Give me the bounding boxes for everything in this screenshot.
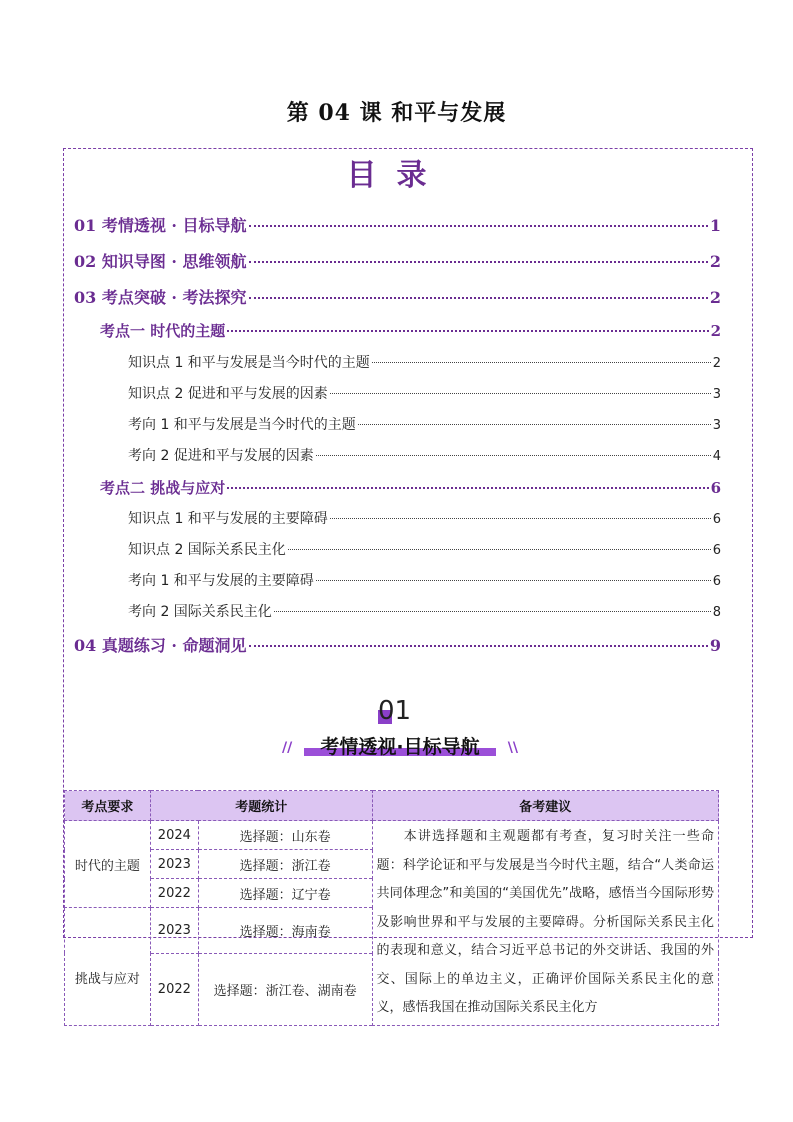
toc-leader — [249, 261, 708, 263]
section-title: 考情透视·目标导航 — [320, 736, 480, 758]
toc-entry[interactable]: 知识点 2 促进和平与发展的因素 3 — [128, 386, 721, 402]
toc-leader — [330, 518, 711, 519]
toc-entry[interactable]: 知识点 2 国际关系民主化 6 — [128, 542, 721, 558]
toc-entry[interactable]: 03 考点突破 · 考法探究 2 — [74, 288, 721, 307]
toc-leader — [249, 645, 708, 647]
toc-heading: 目录 — [346, 158, 447, 193]
toc-leader — [249, 297, 708, 299]
year-cell: 2022 — [150, 953, 198, 1025]
lesson-title: 第 04 课 和平与发展 — [286, 100, 507, 126]
toc-entry[interactable]: 考向 1 和平与发展的主要障碍 6 — [128, 573, 721, 589]
toc-leader — [227, 330, 708, 332]
item-cell: 选择题：山东卷 — [198, 821, 372, 850]
exam-analysis-table — [64, 790, 719, 1026]
toc-entry[interactable]: 01 考情透视 · 目标导航 1 — [74, 216, 721, 235]
section-number: 01 — [378, 696, 412, 726]
advice-cell: 本讲选择题和主观题都有考查，复习时关注一些命题：科学论证和平与发展是当今时代主题，结合“人类命运共同体理念”和美国的“美国优先”战略，感悟当今国际形势及影响世界和平与发展的主要障碍。分析国际关系民主化的表现和意义，结合习近平总书记的外交讲话、我国的外交、国际上的单边主义，正确评价国际关系民主化的意义，感悟我国在推动国际关系民主化方 — [372, 821, 718, 1026]
item-cell: 选择题：辽宁卷 — [198, 879, 372, 908]
toc-entry[interactable]: 考向 2 国际关系民主化 8 — [128, 604, 721, 620]
item-cell: 选择题：浙江卷、湖南卷 — [198, 953, 372, 1025]
toc-leader — [227, 487, 708, 489]
toc-entry[interactable]: 考向 1 和平与发展是当今时代的主题 3 — [128, 417, 721, 433]
table-header-row — [65, 791, 719, 821]
toc-leader — [330, 393, 711, 394]
header-statistics: 考题统计 — [150, 791, 372, 821]
toc-leader — [316, 455, 711, 456]
year-cell: 2023 — [150, 908, 198, 954]
slash-decoration-icon: // — [282, 740, 293, 756]
toc-leader — [358, 424, 711, 425]
table-row — [65, 821, 719, 850]
toc-leader — [249, 225, 708, 227]
toc-leader — [316, 580, 711, 581]
toc-leader — [288, 549, 711, 550]
year-cell: 2024 — [150, 821, 198, 850]
toc-entry[interactable]: 考点二 挑战与应对 6 — [100, 479, 721, 497]
toc-entry[interactable]: 考向 2 促进和平与发展的因素 4 — [128, 448, 721, 464]
toc-leader — [372, 362, 711, 363]
slash-decoration-icon: \\ — [507, 740, 518, 756]
header-advice: 备考建议 — [372, 791, 718, 821]
toc-leader — [274, 611, 711, 612]
item-cell: 选择题：海南卷 — [198, 908, 372, 954]
toc-entry[interactable]: 02 知识导图 · 思维领航 2 — [74, 252, 721, 271]
year-cell: 2022 — [150, 879, 198, 908]
section-banner — [280, 732, 520, 760]
item-cell: 选择题：浙江卷 — [198, 850, 372, 879]
year-cell: 2023 — [150, 850, 198, 879]
toc-entry[interactable]: 知识点 1 和平与发展的主要障碍 6 — [128, 511, 721, 527]
toc-entry[interactable]: 04 真题练习 · 命题洞见 9 — [74, 636, 721, 655]
topic-cell: 时代的主题 — [65, 821, 151, 908]
header-requirement: 考点要求 — [65, 791, 151, 821]
toc-entry[interactable]: 知识点 1 和平与发展是当今时代的主题 2 — [128, 355, 721, 371]
toc-entry[interactable]: 考点一 时代的主题 2 — [100, 322, 721, 340]
topic-cell: 挑战与应对 — [65, 908, 151, 1026]
